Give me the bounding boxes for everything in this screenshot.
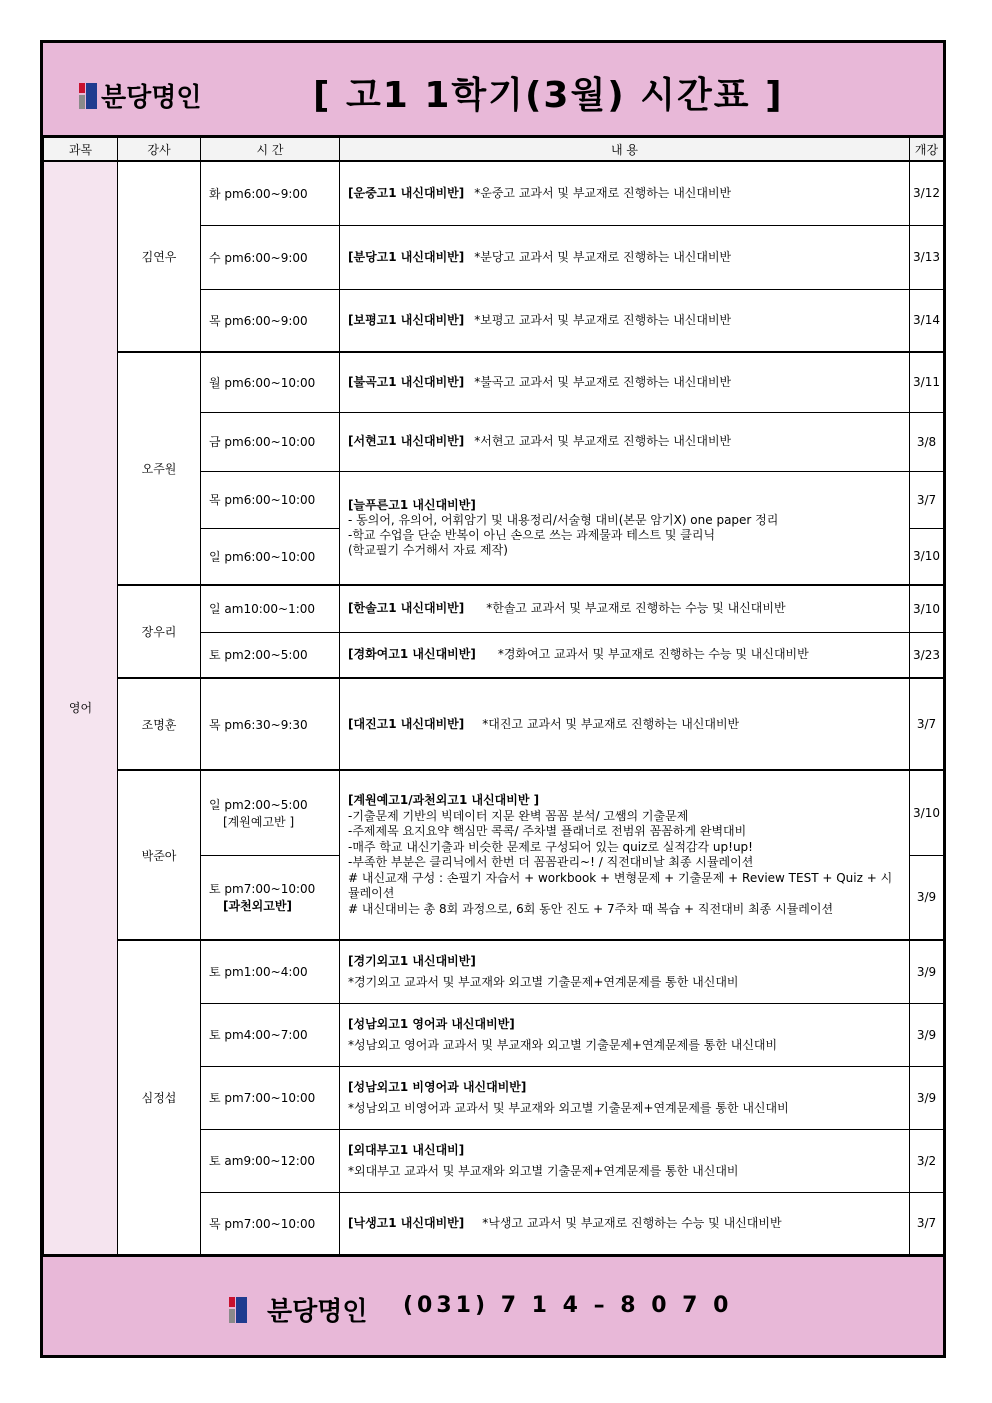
start-cell: 3/7 — [910, 678, 944, 770]
content-cell — [340, 1129, 910, 1192]
time-text: 일 pm2:00~5:00 — [209, 797, 308, 812]
col-content: 내 용 — [340, 138, 910, 162]
class-title: [외대부고1 내신대비] — [348, 1142, 465, 1157]
start-cell: 3/9 — [910, 1003, 944, 1066]
col-subject: 과목 — [44, 138, 118, 162]
class-desc: *불곡고 교과서 및 부교재로 진행하는 내신대비반 — [474, 374, 732, 389]
time-cell — [201, 855, 340, 940]
class-desc-line: -학교 수업을 단순 반복이 아닌 손으로 쓰는 과제물과 테스트 및 클리닉 — [348, 527, 716, 542]
content-cell — [340, 1066, 910, 1129]
footer — [43, 1255, 943, 1355]
class-desc: *분당고 교과서 및 부교재로 진행하는 내신대비반 — [474, 249, 732, 264]
subject-cell: 영어 — [44, 161, 118, 1254]
time-cell: 토 pm2:00~5:00 — [201, 632, 340, 678]
start-cell: 3/12 — [910, 161, 944, 225]
table-row — [44, 161, 944, 225]
table-header-row — [44, 138, 944, 162]
start-cell: 3/10 — [910, 528, 944, 585]
content-cell — [340, 225, 910, 289]
class-title: [보평고1 내신대비반] — [348, 312, 465, 327]
time-cell: 목 pm6:00~10:00 — [201, 471, 340, 528]
start-cell: 3/10 — [910, 770, 944, 855]
teacher-cell: 김연우 — [118, 161, 201, 352]
time-subtext: [과천외고반] — [223, 899, 292, 914]
brand-name: 분당명인 — [101, 83, 202, 113]
start-cell: 3/9 — [910, 855, 944, 940]
time-cell: 토 am9:00~12:00 — [201, 1129, 340, 1192]
start-cell: 3/9 — [910, 1066, 944, 1129]
content-cell — [340, 1192, 910, 1254]
time-cell: 화 pm6:00~9:00 — [201, 161, 340, 225]
start-cell: 3/13 — [910, 225, 944, 289]
header-logo — [79, 77, 201, 114]
time-cell: 금 pm6:00~10:00 — [201, 412, 340, 471]
class-desc: *성남외고 비영어과 교과서 및 부교재와 외고별 기출문제+연계문제를 통한 내신대비 — [348, 1100, 789, 1115]
phone-number: (031) 7 1 4 – 8 0 7 0 — [403, 1293, 733, 1318]
content-cell — [340, 1003, 910, 1066]
class-desc-line: -주제제목 요지요약 핵심만 콕콕/ 주차별 플래너로 전범위 꼼꼼하게 완벽대비 — [348, 824, 747, 838]
time-subtext: [계원예고반 ] — [223, 814, 295, 829]
class-title: [경기외고1 내신대비반] — [348, 953, 476, 968]
time-cell: 목 pm7:00~10:00 — [201, 1192, 340, 1254]
table-row — [44, 678, 944, 770]
class-desc-line: # 내신교재 구성 : 손필기 자습서 + workbook + 변형문제 + 기출문제 + Review TEST + Quiz + 시뮬레이션 — [348, 870, 893, 900]
class-desc: *경화여고 교과서 및 부교재로 진행하는 수능 및 내신대비반 — [497, 647, 809, 662]
teacher-cell: 장우리 — [118, 585, 201, 678]
content-cell — [340, 412, 910, 471]
class-desc-line: # 내신대비는 총 8회 과정으로, 6회 동안 진도 + 7주차 때 복습 + 직전대비 최종 시뮬레이션 — [348, 901, 834, 916]
class-title: [분당고1 내신대비반] — [348, 249, 465, 264]
class-desc: *운중고 교과서 및 부교재로 진행하는 내신대비반 — [474, 185, 732, 200]
start-cell: 3/10 — [910, 585, 944, 632]
logo-icon — [79, 83, 97, 109]
schedule-table — [43, 137, 944, 1255]
class-desc-line: -기출문제 기반의 빅데이터 지문 완벽 꼼꼼 분석/ 고쌤의 기출문제 — [348, 808, 689, 823]
start-cell: 3/14 — [910, 289, 944, 352]
time-cell: 목 pm6:00~9:00 — [201, 289, 340, 352]
content-cell — [340, 471, 910, 585]
footer-logo — [229, 1291, 367, 1328]
class-title: [늘푸른고1 내신대비반] — [348, 497, 476, 512]
time-cell: 토 pm7:00~10:00 — [201, 1066, 340, 1129]
class-title: [성남외고1 비영어과 내신대비반] — [348, 1079, 527, 1094]
start-cell: 3/11 — [910, 352, 944, 412]
time-text: 토 pm7:00~10:00 — [209, 882, 316, 897]
class-desc: *대진고 교과서 및 부교재로 진행하는 내신대비반 — [482, 716, 740, 731]
start-cell: 3/8 — [910, 412, 944, 471]
class-title: [성남외고1 영어과 내신대비반] — [348, 1016, 515, 1031]
teacher-cell: 조명훈 — [118, 678, 201, 770]
time-cell: 목 pm6:30~9:30 — [201, 678, 340, 770]
class-title: [계원예고1/과천외고1 내신대비반 ] — [348, 793, 540, 807]
class-title: [경화여고1 내신대비반] — [348, 647, 476, 662]
col-start: 개강 — [910, 138, 944, 162]
class-desc: *보평고 교과서 및 부교재로 진행하는 내신대비반 — [474, 312, 732, 327]
header — [43, 43, 943, 137]
content-cell — [340, 289, 910, 352]
start-cell: 3/7 — [910, 1192, 944, 1254]
time-cell: 일 am10:00~1:00 — [201, 585, 340, 632]
start-cell: 3/2 — [910, 1129, 944, 1192]
class-desc: *경기외고 교과서 및 부교재와 외고별 기출문제+연계문제를 통한 내신대비 — [348, 974, 739, 989]
content-cell — [340, 632, 910, 678]
table-row — [44, 940, 944, 1003]
start-cell: 3/7 — [910, 471, 944, 528]
content-cell — [340, 770, 910, 940]
class-desc-line: - 동의어, 유의어, 어휘암기 및 내용정리/서술형 대비(본문 암기X) one paper 정리 — [348, 512, 779, 527]
class-desc: *낙생고 교과서 및 부교재로 진행하는 수능 및 내신대비반 — [482, 1215, 782, 1230]
logo-icon — [229, 1297, 247, 1323]
timetable-frame — [40, 40, 946, 1358]
class-desc: *한솔고 교과서 및 부교재로 진행하는 수능 및 내신대비반 — [486, 601, 786, 616]
class-desc: *성남외고 영어과 교과서 및 부교재와 외고별 기출문제+연계문제를 통한 내신대비 — [348, 1037, 778, 1052]
start-cell: 3/23 — [910, 632, 944, 678]
class-desc-line: -부족한 부분은 클리닉에서 한번 더 꼼꼼관리~! / 직전대비날 최종 시뮬레이션 — [348, 855, 754, 869]
time-cell: 일 pm6:00~10:00 — [201, 528, 340, 585]
table-row — [44, 585, 944, 632]
teacher-cell: 심정섭 — [118, 940, 201, 1254]
class-desc-line: -매주 학교 내신기출과 비슷한 문제로 구성되어 있는 quiz로 실적감각 up!up! — [348, 839, 753, 854]
col-teacher: 강사 — [118, 138, 201, 162]
col-time: 시 간 — [201, 138, 340, 162]
time-cell: 토 pm1:00~4:00 — [201, 940, 340, 1003]
time-cell: 토 pm4:00~7:00 — [201, 1003, 340, 1066]
content-cell — [340, 585, 910, 632]
start-cell: 3/9 — [910, 940, 944, 1003]
class-title: [운중고1 내신대비반] — [348, 185, 465, 200]
content-cell — [340, 161, 910, 225]
teacher-cell: 박준아 — [118, 770, 201, 940]
page-title: [ 고1 1학기(3월) 시간표 ] — [313, 75, 784, 116]
class-desc: *서현고 교과서 및 부교재로 진행하는 내신대비반 — [474, 434, 732, 448]
table-row — [44, 352, 944, 412]
class-title: [서현고1 내신대비반] — [348, 434, 465, 448]
content-cell — [340, 940, 910, 1003]
content-cell — [340, 352, 910, 412]
class-title: [한솔고1 내신대비반] — [348, 601, 465, 616]
class-desc: *외대부고 교과서 및 부교재와 외고별 기출문제+연계문제를 통한 내신대비 — [348, 1163, 739, 1178]
time-cell — [201, 770, 340, 855]
class-title: [낙생고1 내신대비반] — [348, 1215, 465, 1230]
class-title: [불곡고1 내신대비반] — [348, 374, 465, 389]
class-title: [대진고1 내신대비반] — [348, 716, 465, 731]
content-cell — [340, 678, 910, 770]
class-desc-line: (학교필기 수거해서 자료 제작) — [348, 542, 508, 557]
footer-brand-name: 분당명인 — [267, 1297, 368, 1327]
teacher-cell: 오주원 — [118, 352, 201, 585]
time-cell: 수 pm6:00~9:00 — [201, 225, 340, 289]
time-cell: 월 pm6:00~10:00 — [201, 352, 340, 412]
table-row — [44, 770, 944, 855]
